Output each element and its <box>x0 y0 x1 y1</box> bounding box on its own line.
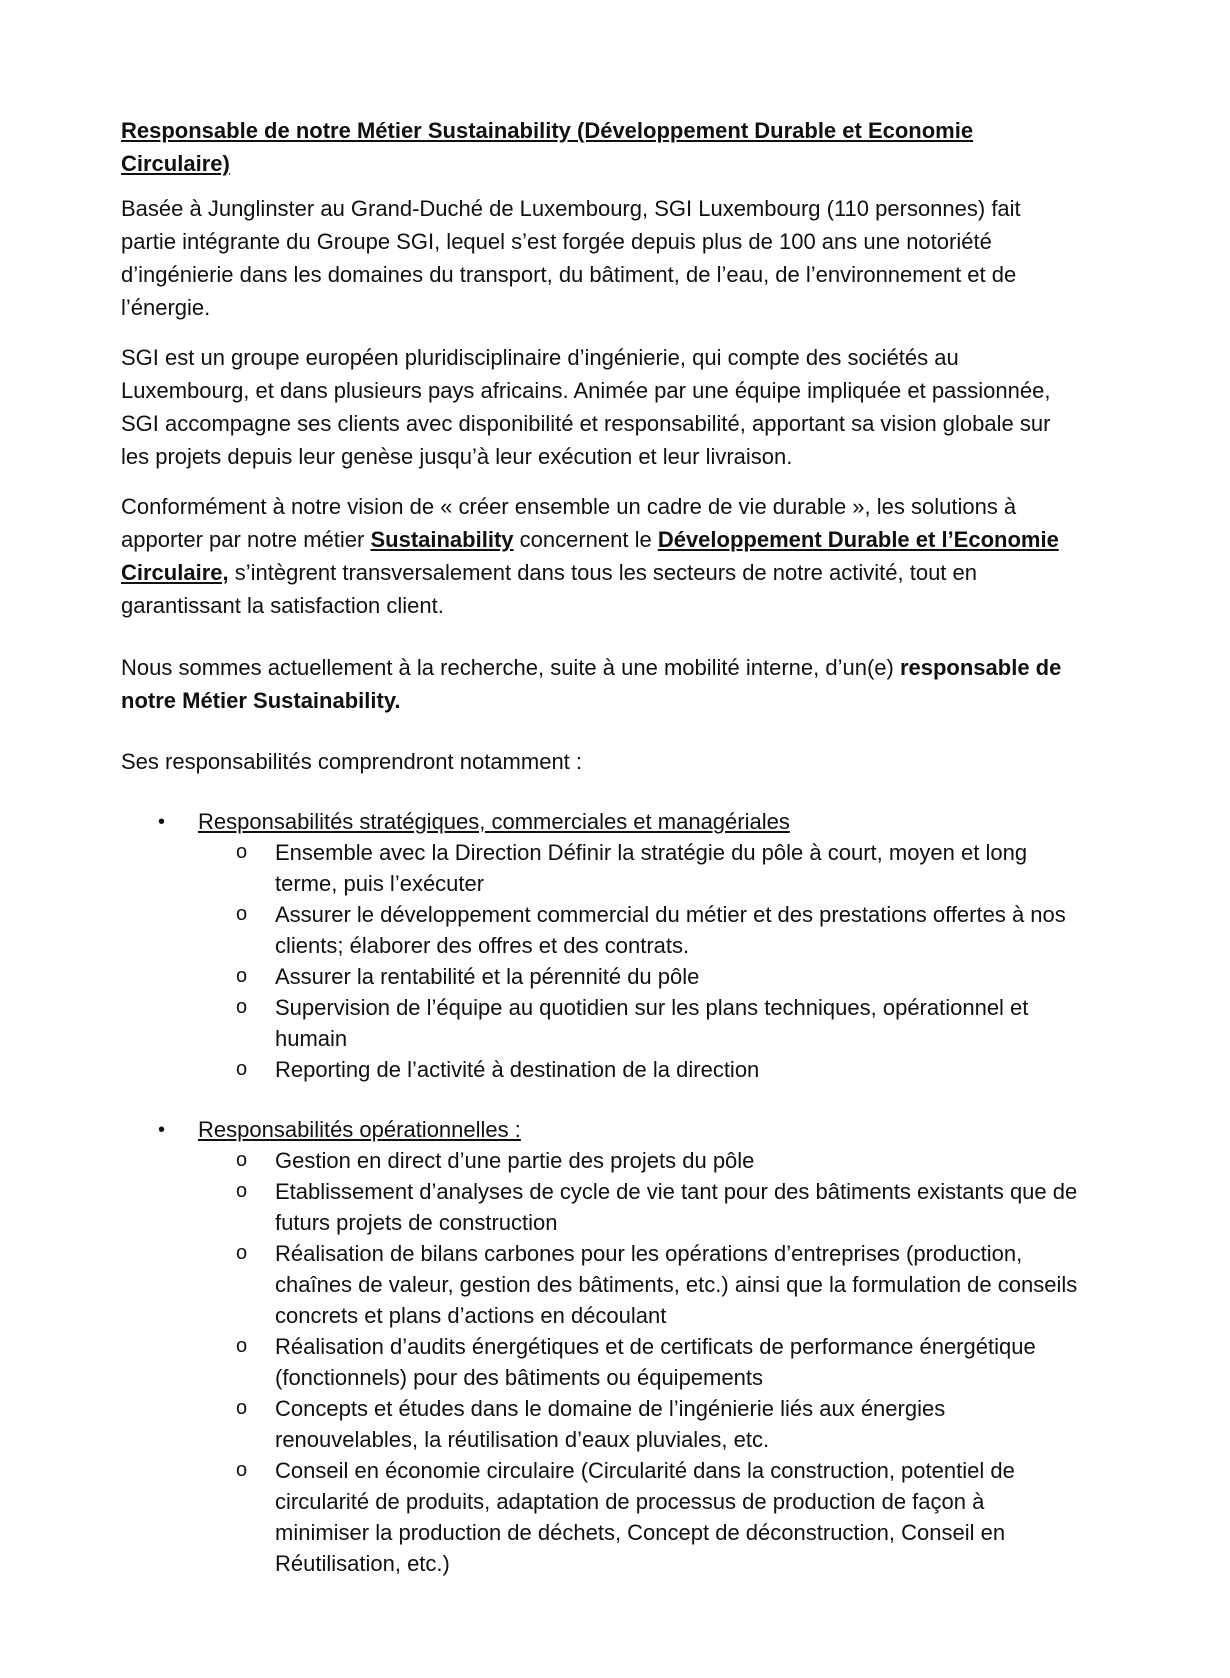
list-item <box>198 1054 1081 1085</box>
circle-bullet-icon: o <box>236 996 248 1018</box>
vision-text-1: Conformément à notre vision de « créer ensemble un cadre de vie durable », les solutions à apporter par notre métier <box>121 494 1017 552</box>
list-item <box>198 1238 1081 1331</box>
section-heading: Responsabilités stratégiques, commerciales et managériales <box>198 809 790 834</box>
list-item-text: Concepts et études dans le domaine de l’ingénierie liés aux énergies renouvelables, la réutilisation d’eaux pluviales, etc. <box>275 1396 946 1452</box>
bullet-icon: • <box>158 1119 166 1141</box>
search-text: Nous sommes actuellement à la recherche, suite à une mobilité interne, d’un(e) <box>121 655 900 680</box>
circle-bullet-icon: o <box>236 903 248 925</box>
intro-paragraph: Basée à Junglinster au Grand-Duché de Luxembourg, SGI Luxembourg (110 personnes) fait partie intégrante du Groupe SGI, lequel s’est forgée depuis plus de 100 ans une notoriété d’ingénierie dans les domaines du transport, du bâtiment, de l’eau, de l’environnement et de l’énergie. <box>121 196 1021 320</box>
list-item-text: Ensemble avec la Direction Définir la stratégie du pôle à court, moyen et long terme, puis l’exécuter <box>275 840 1028 896</box>
circle-bullet-icon: o <box>236 1180 248 1202</box>
bullet-icon: • <box>158 811 166 833</box>
circle-bullet-icon: o <box>236 965 248 987</box>
responsibilities-intro: Ses responsabilités comprendront notamment : <box>121 749 583 774</box>
page-title: Responsable de notre Métier Sustainability (Développement Durable et Economie Circulaire) <box>121 118 974 176</box>
list-item <box>198 837 1081 899</box>
sub-list <box>198 1145 1081 1579</box>
list-item-text: Conseil en économie circulaire (Circularité dans la construction, potentiel de circularité de produits, adaptation de processus de production de façon à minimiser la production de déchets, Concept de déconstruction, Conseil en Réutilisation, etc.) <box>275 1458 1015 1576</box>
list-item <box>198 1331 1081 1393</box>
search-paragraph <box>121 651 1081 717</box>
list-item-text: Assurer la rentabilité et la pérennité du pôle <box>275 964 700 989</box>
list-item-text: Reporting de l’activité à destination de la direction <box>275 1057 760 1082</box>
group-paragraph: SGI est un groupe européen pluridisciplinaire d’ingénierie, qui compte des sociétés au Luxembourg, et dans plusieurs pays africains. Animée par une équipe impliquée et passionnée, SGI accompagne ses clients avec disponibilité et responsabilité, apportant sa vision globale sur les projets depuis leur genèse jusqu’à leur exécution et leur livraison. <box>121 345 1051 469</box>
vision-bold-development: Développement Durable et l’Economie Circulaire, <box>121 527 1059 585</box>
circle-bullet-icon: o <box>236 1058 248 1080</box>
section-operational <box>121 1114 1081 1579</box>
circle-bullet-icon: o <box>236 1149 248 1171</box>
list-item-text: Réalisation de bilans carbones pour les opérations d’entreprises (production, chaînes de valeur, gestion des bâtiments, etc.) ainsi que la formulation de conseils concrets et plans d’actions en découlant <box>275 1241 1078 1328</box>
list-item <box>198 1176 1081 1238</box>
circle-bullet-icon: o <box>236 841 248 863</box>
responsibilities-list <box>121 806 1081 1579</box>
list-item-text: Etablissement d’analyses de cycle de vie tant pour des bâtiments existants que de futurs projets de construction <box>275 1179 1078 1235</box>
document-page <box>121 114 1081 1608</box>
vision-text-2: concernent le <box>513 527 658 552</box>
list-item-text: Réalisation d’audits énergétiques et de certificats de performance énergétique (fonctionnels) pour des bâtiments ou équipements <box>275 1334 1036 1390</box>
list-item <box>198 1393 1081 1455</box>
list-item <box>198 1455 1081 1579</box>
circle-bullet-icon: o <box>236 1397 248 1419</box>
vision-text-3: s’intègrent transversalement dans tous les secteurs de notre activité, tout en garantissant la satisfaction client. <box>121 560 978 618</box>
circle-bullet-icon: o <box>236 1242 248 1264</box>
circle-bullet-icon: o <box>236 1459 248 1481</box>
list-item-text: Supervision de l’équipe au quotidien sur les plans techniques, opérationnel et humain <box>275 995 1029 1051</box>
circle-bullet-icon: o <box>236 1335 248 1357</box>
list-item-text: Gestion en direct d’une partie des projets du pôle <box>275 1148 755 1173</box>
list-item <box>198 992 1081 1054</box>
sub-list <box>198 837 1081 1085</box>
section-strategic <box>121 806 1081 1085</box>
vision-paragraph <box>121 490 1081 622</box>
list-item-text: Assurer le développement commercial du métier et des prestations offertes à nos clients; élaborer des offres et des contrats. <box>275 902 1066 958</box>
vision-bold-sustainability: Sustainability <box>370 527 514 552</box>
search-bold: responsable de notre Métier Sustainability. <box>121 655 1062 713</box>
section-heading: Responsabilités opérationnelles : <box>198 1117 521 1142</box>
list-item <box>198 961 1081 992</box>
list-item <box>198 1145 1081 1176</box>
list-item <box>198 899 1081 961</box>
